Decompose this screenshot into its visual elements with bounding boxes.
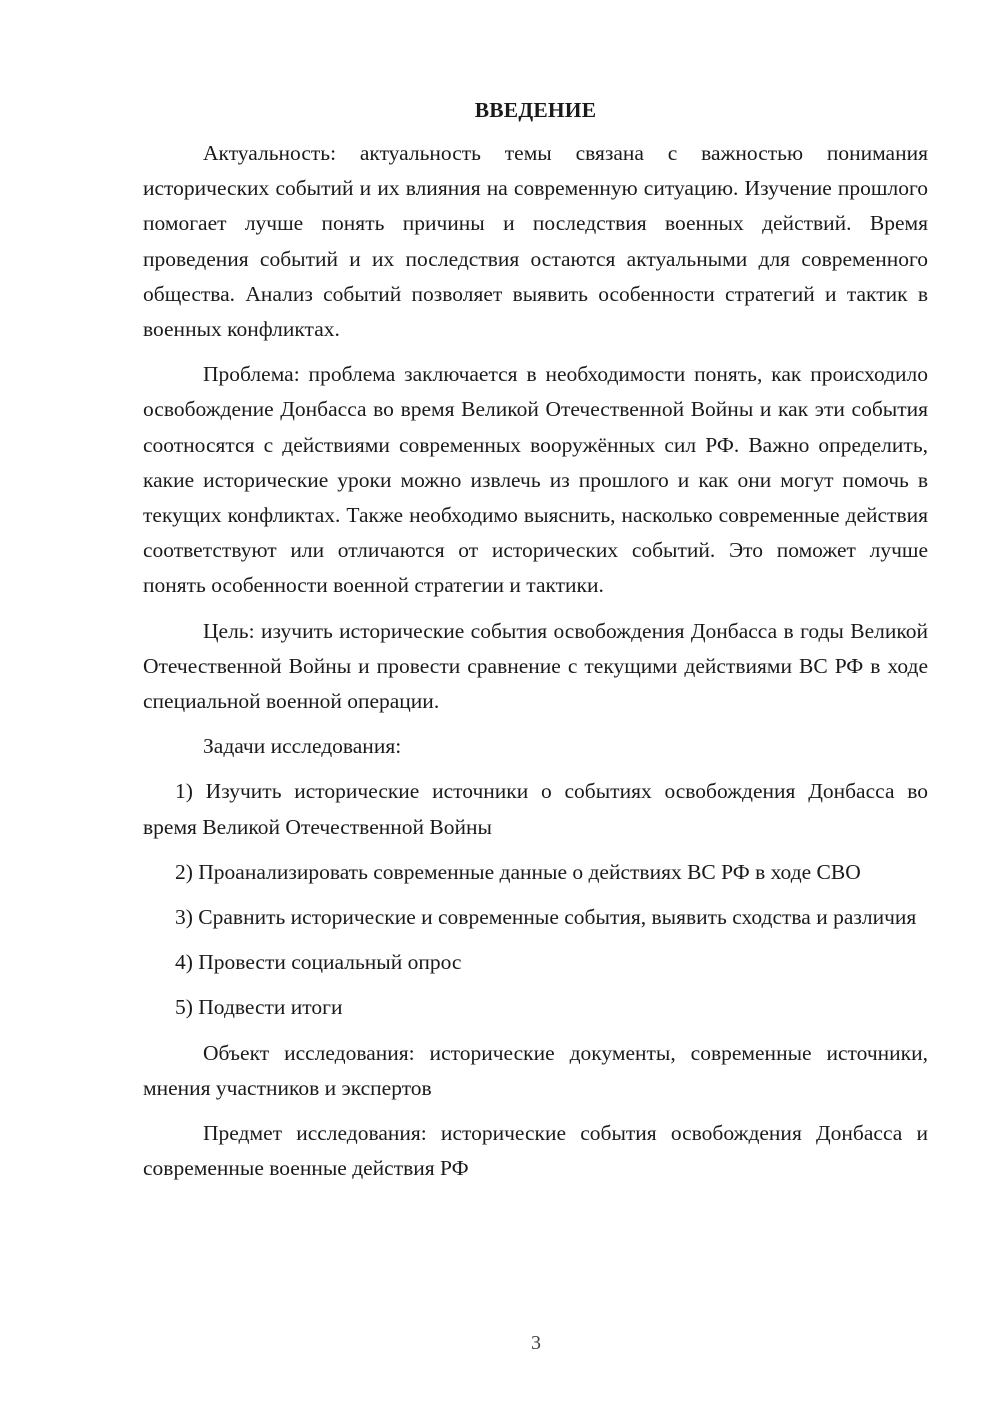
tasks-heading: Задачи исследования:	[203, 734, 402, 759]
task-item-1: 1) Изучить исторические источники о событиях освобождения Донбасса во время Великой Отечественной Войны	[143, 779, 928, 839]
task-item-4: 4) Провести социальный опрос	[175, 950, 462, 975]
goal-paragraph: Цель: изучить исторические события освобождения Донбасса в годы Великой Отечественной Войны и провести сравнение с текущими действиями ВС РФ в ходе специальной военной операции.	[143, 618, 928, 714]
document-page	[143, 92, 928, 1196]
subject-paragraph: Предмет исследования: исторические события освобождения Донбасса и современные военные действия РФ	[143, 1121, 928, 1181]
task-item-3: 3) Сравнить исторические и современные события, выявить сходства и различия	[175, 905, 917, 930]
object-paragraph: Объект исследования: исторические документы, современные источники, мнения участников и экспертов	[143, 1040, 928, 1100]
relevance-paragraph: Актуальность: актуальность темы связана с важностью понимания исторических событий и их влияния на современную ситуацию. Изучение прошлого помогает лучше понять причины и последствия военных действий. Время проведения событий и их последствия остаются актуальными для современного общества. Анализ событий позволяет выявить особенности стратегий и тактик в военных конфликтах.	[143, 141, 928, 342]
problem-paragraph: Проблема: проблема заключается в необходимости понять, как происходило освобождение Донбасса во время Великой Отечественной Войны и как эти события соотносятся с действиями современных вооружённых сил РФ. Важно определить, какие исторические уроки можно извлечь из прошлого и как они могут помочь в текущих конфликтах. Также необходимо выяснить, насколько современные действия соответствуют или отличаются от исторических событий. Это поможет лучше понять особенности военной стратегии и тактики.	[143, 362, 928, 598]
task-item-2: 2) Проанализировать современные данные о действиях ВС РФ в ходе СВО	[175, 859, 861, 884]
task-item-5: 5) Подвести итоги	[175, 995, 343, 1020]
section-title: ВВЕДЕНИЕ	[474, 98, 597, 122]
page-number: 3	[531, 1332, 541, 1354]
